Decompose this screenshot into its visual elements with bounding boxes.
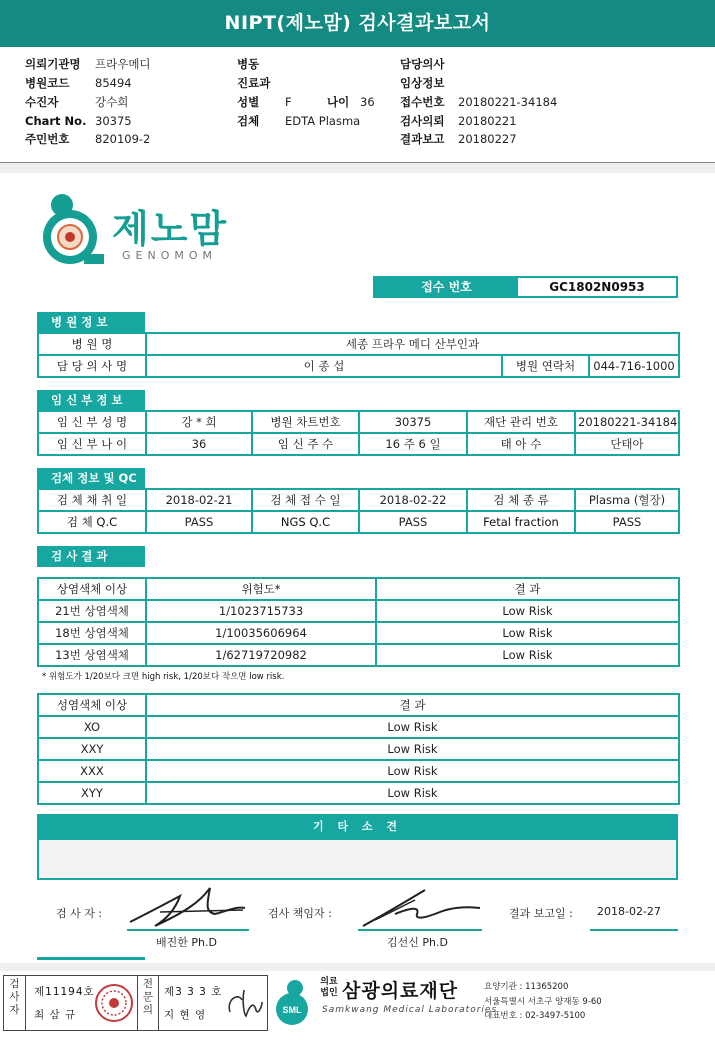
report-label: 결과보고	[400, 132, 445, 146]
table-row	[38, 644, 679, 666]
specimen-qc-value: PASS	[146, 511, 252, 533]
tester-signature	[125, 882, 255, 930]
genomom-logo	[40, 192, 260, 272]
specimen-label: 검체	[237, 114, 260, 128]
mgmt-number-value: 20180221-34184	[575, 411, 679, 433]
chart-value: 30375	[95, 114, 132, 128]
chief-name: 김선신 Ph.D	[387, 936, 448, 949]
request-label: 검사의뢰	[400, 114, 445, 128]
specialist-signature	[224, 986, 264, 1022]
mother-name-label: 임 신 부 성 명	[38, 411, 146, 433]
bottom-accent	[37, 957, 145, 960]
org-type: 의료법인	[320, 977, 338, 998]
hospital-name-value: 세종 프라우 메디 산부인과	[146, 333, 679, 355]
specimen-type-label: 검 체 종 류	[467, 489, 575, 511]
autosome-results-table	[37, 577, 680, 667]
chief-sign-line	[358, 929, 482, 931]
fetus-count-value: 단태아	[575, 433, 679, 455]
id-value: 820109-2	[95, 132, 151, 146]
receive-date-value: 2018-02-22	[359, 489, 467, 511]
hospital-name-label: 병 원 명	[38, 333, 146, 355]
sex-chrom-col-header: 성염색체 이상	[38, 694, 146, 716]
tester-license-no: 제11194호	[34, 986, 95, 998]
table-row	[38, 600, 679, 622]
result-col-header: 결 과	[376, 578, 679, 600]
chart-label: Chart No.	[25, 114, 87, 128]
specimen-section-title: 검체 정보 및 QC	[37, 468, 145, 489]
chrom-risk: 1/1023715733	[146, 600, 376, 622]
patient-info-block	[0, 50, 715, 163]
sex-chrom-name: XYY	[38, 782, 146, 804]
sex-chrom-name: XO	[38, 716, 146, 738]
org-name-en: Samkwang Medical Laboratories	[322, 1005, 498, 1015]
genomom-logo-sub: GENOMOM	[122, 249, 218, 262]
specimen-info-table	[37, 488, 680, 534]
sex-value: F	[285, 95, 292, 109]
gestational-age-value: 16 주 6 일	[359, 433, 467, 455]
report-date-value: 2018-02-27	[597, 905, 661, 918]
remarks-body	[37, 840, 678, 880]
fetal-fraction-label: Fetal fraction	[467, 511, 575, 533]
code-value: 85494	[95, 76, 132, 90]
age-value: 36	[360, 95, 375, 109]
chrom-risk: 1/62719720982	[146, 644, 376, 666]
hospital-section-title: 병 원 정 보	[37, 312, 145, 333]
chrom-result: Low Risk	[376, 644, 679, 666]
genomom-logo-icon	[40, 192, 106, 268]
risk-col-header: 위험도*	[146, 578, 376, 600]
age-label: 나이	[327, 95, 350, 109]
chrom-result: Low Risk	[376, 622, 679, 644]
hospital-chart-value: 30375	[359, 411, 467, 433]
sex-chrom-name: XXX	[38, 760, 146, 782]
org-name: 삼광의료재단	[342, 980, 459, 1002]
sex-label: 성별	[237, 95, 260, 109]
hospital-chart-label: 병원 차트번호	[252, 411, 359, 433]
license-box	[3, 975, 268, 1031]
collect-date-value: 2018-02-21	[146, 489, 252, 511]
specialist-vertical-label	[137, 976, 159, 1030]
table-row	[38, 622, 679, 644]
patient-section-title: 임 신 부 정 보	[37, 390, 145, 411]
fetus-count-label: 태 아 수	[467, 433, 575, 455]
chief-label: 검사 책임자 :	[268, 907, 332, 920]
mother-age-label: 임 신 부 나 이	[38, 433, 146, 455]
report-title: NIPT(제노맘) 검사결과보고서	[0, 0, 715, 47]
tester-sign-line	[127, 929, 249, 931]
hospital-value: 프라우메디	[95, 57, 151, 71]
gestational-age-label: 임 신 주 수	[252, 433, 359, 455]
ngs-qc-value: PASS	[359, 511, 467, 533]
hospital-phone-value: 044-716-1000	[589, 355, 679, 377]
doctor-label: 담당의사	[400, 57, 445, 71]
receive-date-label: 검 체 접 수 일	[252, 489, 359, 511]
patient-value: 강수희	[95, 95, 129, 109]
sex-result-col-header: 결 과	[146, 694, 679, 716]
specialist-license-name: 지 현 영	[164, 1009, 207, 1021]
table-row	[38, 760, 679, 782]
table-row	[38, 716, 679, 738]
specialist-license-no: 제3 3 3 호	[164, 986, 223, 998]
clinical-label: 임상정보	[400, 76, 445, 90]
sex-chrom-result: Low Risk	[146, 716, 679, 738]
autosome-col-header: 상염색체 이상	[38, 578, 146, 600]
sex-chrom-result: Low Risk	[146, 760, 679, 782]
org-provider-code: 요양기관 : 11365200	[484, 982, 569, 992]
bottom-band	[0, 963, 715, 971]
dept-label: 진료과	[237, 76, 271, 90]
tester-name: 배진한 Ph.D	[156, 936, 217, 949]
report-date-label: 결과 보고일 :	[509, 907, 573, 920]
tester-vertical-label	[4, 976, 26, 1030]
chrom-result: Low Risk	[376, 600, 679, 622]
hospital-phone-label: 병원 연락처	[502, 355, 589, 377]
results-section-title: 검 사 결 과	[37, 546, 145, 567]
sml-logo-text: SML	[282, 1005, 302, 1015]
doctor-name-value: 이 종 섭	[146, 355, 502, 377]
collect-date-label: 검 체 채 취 일	[38, 489, 146, 511]
receipt-label: 접수 번호	[375, 278, 518, 296]
specimen-qc-label: 검 체 Q.C	[38, 511, 146, 533]
chrom-risk: 1/10035606964	[146, 622, 376, 644]
org-address: 서울특별시 서초구 양재동 9-60	[484, 997, 602, 1007]
specialist-vertical-text: 전문의	[142, 978, 154, 1016]
fetal-fraction-value: PASS	[575, 511, 679, 533]
specimen-value: EDTA Plasma	[285, 114, 361, 128]
tester-vertical-text: 검사자	[9, 978, 20, 1016]
request-value: 20180221	[458, 114, 517, 128]
sml-logo-icon	[270, 977, 320, 1027]
report-value: 20180227	[458, 132, 517, 146]
remarks-title: 기 타 소 견	[37, 814, 678, 840]
sex-chrom-result: Low Risk	[146, 782, 679, 804]
gray-band	[0, 163, 715, 173]
tester-label: 검 사 자 :	[56, 907, 103, 920]
ward-label: 병동	[237, 57, 260, 71]
ngs-qc-label: NGS Q.C	[252, 511, 359, 533]
receipt-value: GC1802N0953	[518, 278, 676, 296]
sex-chrom-table	[37, 693, 680, 805]
risk-footnote: * 위험도가 1/20보다 크면 high risk, 1/20보다 작으면 low risk.	[42, 672, 285, 682]
receipt-number-box	[373, 276, 678, 298]
sex-chrom-result: Low Risk	[146, 738, 679, 760]
sex-chrom-name: XXY	[38, 738, 146, 760]
chrom-name: 21번 상염색체	[38, 600, 146, 622]
chief-signature	[355, 884, 485, 932]
genomom-logo-text: 제노맘	[112, 207, 229, 251]
table-row	[38, 782, 679, 804]
hospital-info-table	[37, 332, 680, 378]
accession-value: 20180221-34184	[458, 95, 558, 109]
doctor-name-label: 담 당 의 사 명	[38, 355, 146, 377]
id-label: 주민번호	[25, 132, 70, 146]
org-phone: 대표번호 : 02-3497-5100	[484, 1011, 586, 1021]
date-line	[590, 929, 678, 931]
code-label: 병원코드	[25, 76, 70, 90]
tester-license-name: 최 삼 규	[34, 1009, 77, 1021]
hospital-label: 의뢰기관명	[25, 57, 81, 71]
mgmt-number-label: 재단 관리 번호	[467, 411, 575, 433]
mother-name-value: 강 * 희	[146, 411, 252, 433]
mother-age-value: 36	[146, 433, 252, 455]
patient-label: 수진자	[25, 95, 59, 109]
patient-info-table	[37, 410, 680, 456]
chrom-name: 18번 상염색체	[38, 622, 146, 644]
table-row	[38, 738, 679, 760]
chrom-name: 13번 상염색체	[38, 644, 146, 666]
specimen-type-value: Plasma (혈장)	[575, 489, 679, 511]
accession-label: 접수번호	[400, 95, 445, 109]
seal-stamp	[93, 982, 135, 1024]
